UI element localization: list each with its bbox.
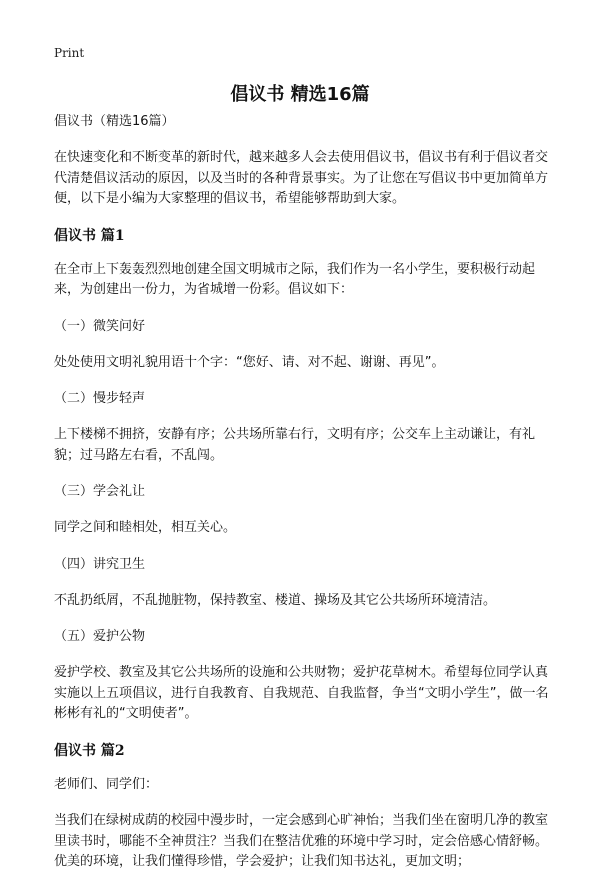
item4-text: 不乱扔纸屑，不乱抛脏物，保持教室、楼道、操场及其它公共场所环境清洁。 <box>54 592 497 608</box>
section-heading-2-num: 2 <box>114 742 125 759</box>
section2-greeting: 老师们、同学们： <box>54 776 159 792</box>
item3-title: （三）学会礼让 <box>54 484 146 499</box>
section1-paragraph: 在全市上下轰轰烈烈地创建全国文明城市之际，我们作为一名小学生，要积极行动起来，为创建出一份力，为省城增一份彩。倡议如下： <box>54 261 536 297</box>
section-heading-1-text: 倡议书 篇 <box>54 227 115 244</box>
section-heading-2-text: 倡议书 篇 <box>54 742 115 759</box>
item1-text: 处处使用文明礼貌用语十个字：“您好、请、对不起、谢谢、再见”。 <box>54 354 445 370</box>
item3-text: 同学之间和睦相处，相互关心。 <box>54 520 237 535</box>
item2-title: （二）慢步轻声 <box>54 391 146 406</box>
item2-text: 上下楼梯不拥挤，安静有序；公共场所靠右行，文明有序；公交车上主动谦让，有礼貌；过马路左右看，不乱闯。 <box>54 427 536 463</box>
page-title: 倡议书 精选16篇 <box>230 84 370 105</box>
print-link[interactable]: Print <box>54 46 85 60</box>
section-heading-2 <box>54 741 554 761</box>
item5-text: 爱护学校、教室及其它公共场所的设施和公共财物；爱护花草树木。希望每位同学认真实施以上五项倡议，进行自我教育、自我规范、自我监督，争当“文明小学生”，做一名彬彬有礼的“文明使者”。 <box>54 665 549 721</box>
section2-paragraph: 当我们在绿树成荫的校园中漫步时，一定会感到心旷神怡；当我们坐在窗明几净的教室里读书时，哪能不全神贯注？当我们在整洁优雅的环境中学习时，定会倍感心情舒畅。优美的环境，让我们懂得珍惜，学会爱护；让我们知书达礼，更加文明； <box>54 813 549 869</box>
document-body <box>54 112 554 889</box>
document-subtitle: 倡议书（精选16篇） <box>54 114 175 129</box>
section-heading-1 <box>54 226 554 246</box>
intro-paragraph: 在快速变化和不断变革的新时代，越来越多人会去使用倡议书，倡议书有利于倡议者交代清楚倡议活动的原因，以及当时的各种背景事实。为了让您在写倡议书中更加简单方便，以下是小编为大家整理的倡议书，希望能够帮助到大家。 <box>54 150 549 206</box>
item1-title: （一）微笑问好 <box>54 318 146 334</box>
section-heading-1-num: 1 <box>114 227 125 244</box>
item5-title: （五）爱护公物 <box>54 629 146 644</box>
item4-title: （四）讲究卫生 <box>54 556 146 572</box>
